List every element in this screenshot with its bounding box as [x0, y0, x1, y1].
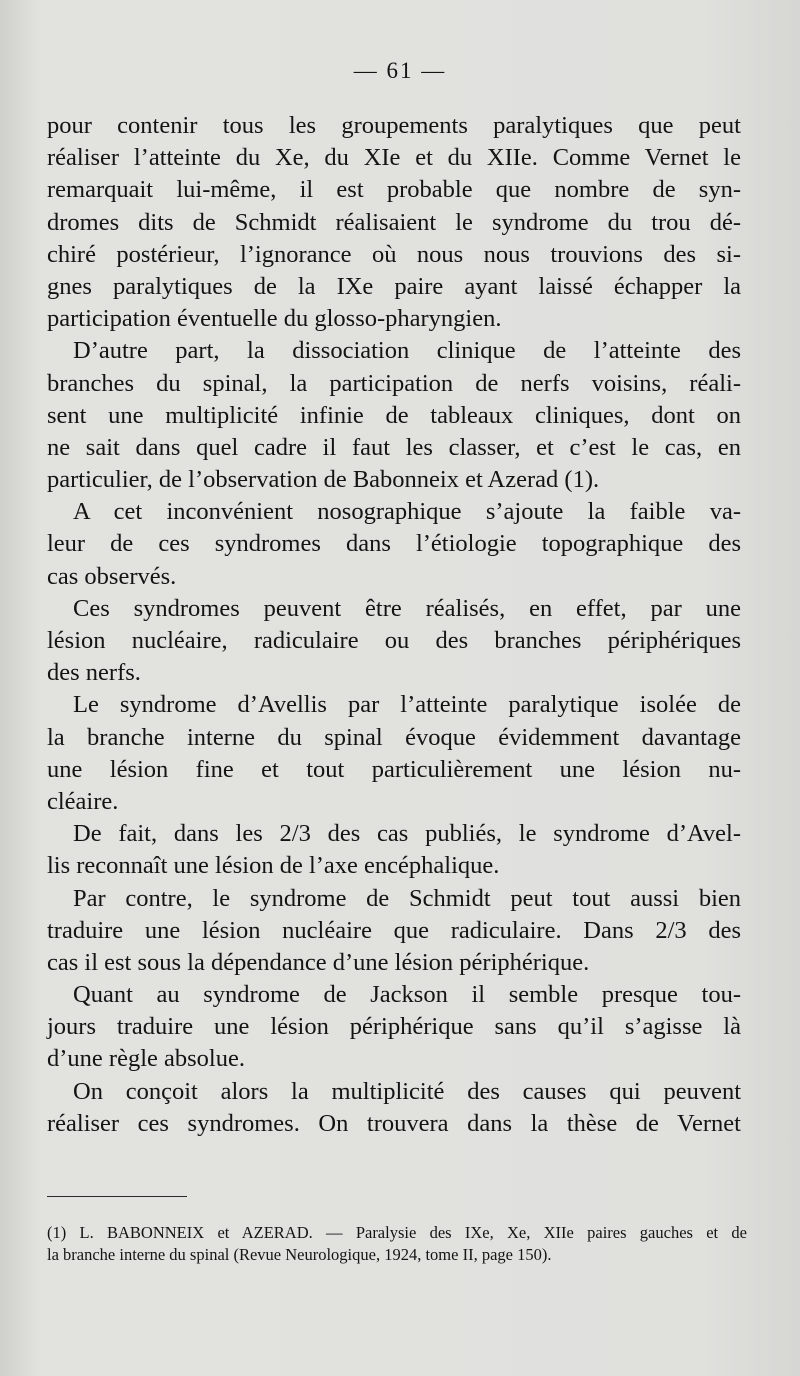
text-line: Le syndrome d’Avellis par l’atteinte paralytique isolée de [73, 691, 741, 719]
text-line: des nerfs. [47, 659, 141, 687]
text-line: réaliser ces syndromes. On trouvera dans la thèse de Vernet [47, 1109, 741, 1137]
text-line: traduire une lésion nucléaire que radiculaire. Dans 2/3 des [47, 916, 741, 944]
paragraph [47, 110, 741, 335]
text-line: la branche interne du spinal évoque évidemment davantage [47, 723, 741, 751]
text-line: branches du spinal, la participation de nerfs voisins, réali- [47, 369, 741, 397]
text-line: gnes paralytiques de la IXe paire ayant laissé échapper la [47, 272, 741, 300]
text-line: d’une règle absolue. [47, 1045, 245, 1073]
paragraph [47, 818, 741, 882]
text-line: lis reconnaît une lésion de l’axe encéphalique. [47, 852, 500, 880]
text-line: pour contenir tous les groupements paralytiques que peut [47, 112, 741, 139]
text-line: Quant au syndrome de Jackson il semble presque tou- [73, 981, 741, 1009]
text-line: A cet inconvénient nosographique s’ajoute la faible va- [73, 498, 741, 526]
text-line: réaliser l’atteinte du Xe, du XIe et du XIIe. Comme Vernet le [47, 144, 741, 172]
footnote [47, 1222, 747, 1266]
text-line: lésion nucléaire, radiculaire ou des branches périphériques [47, 627, 741, 654]
text-line: remarquait lui-même, il est probable que nombre de syn- [47, 176, 741, 204]
page-number: — 61 — [353, 58, 447, 83]
text-line: De fait, dans les 2/3 des cas publiés, le syndrome d’Avel- [73, 820, 741, 848]
text-line: dromes dits de Schmidt réalisaient le syndrome du trou dé- [47, 208, 741, 236]
paragraph [47, 335, 741, 496]
footnote-line: (1) L. BABONNEIX et AZERAD. — Paralysie des IXe, Xe, XIIe paires gauches et de [47, 1223, 747, 1242]
text-line: une lésion fine et tout particulièrement une lésion nu- [47, 755, 741, 783]
footnote-line: la branche interne du spinal (Revue Neurologique, 1924, tome II, page 150). [47, 1245, 552, 1264]
text-line: D’autre part, la dissociation clinique de l’atteinte des [73, 337, 741, 365]
paragraph [47, 979, 741, 1076]
text-line: particulier, de l’observation de Babonneix et Azerad (1). [47, 466, 600, 494]
paragraph [47, 496, 741, 593]
text-line: jours traduire une lésion périphérique sans qu’il s’agisse là [47, 1013, 741, 1041]
paragraph [47, 883, 741, 980]
text-line: sent une multiplicité infinie de tableaux cliniques, dont on [47, 401, 741, 429]
text-line: cléaire. [47, 787, 119, 815]
paragraph [47, 593, 741, 690]
text-line: cas il est sous la dépendance d’une lésion périphérique. [47, 948, 590, 976]
text-line: Ces syndromes peuvent être réalisés, en effet, par une [73, 594, 741, 622]
text-line: chiré postérieur, l’ignorance où nous nous trouvions des si- [47, 240, 741, 268]
text-line: cas observés. [47, 562, 177, 590]
body-text [47, 110, 741, 1140]
text-line: ne sait dans quel cadre il faut les classer, et c’est le cas, en [47, 433, 741, 461]
text-line: On conçoit alors la multiplicité des causes qui peuvent [73, 1077, 741, 1105]
paragraph [47, 689, 741, 818]
footnote-rule [47, 1196, 187, 1197]
text-line: Par contre, le syndrome de Schmidt peut tout aussi bien [73, 884, 741, 912]
text-line: leur de ces syndromes dans l’étiologie topographique des [47, 530, 741, 558]
paragraph [47, 1076, 741, 1140]
text-line: participation éventuelle du glosso-pharyngien. [47, 305, 502, 333]
